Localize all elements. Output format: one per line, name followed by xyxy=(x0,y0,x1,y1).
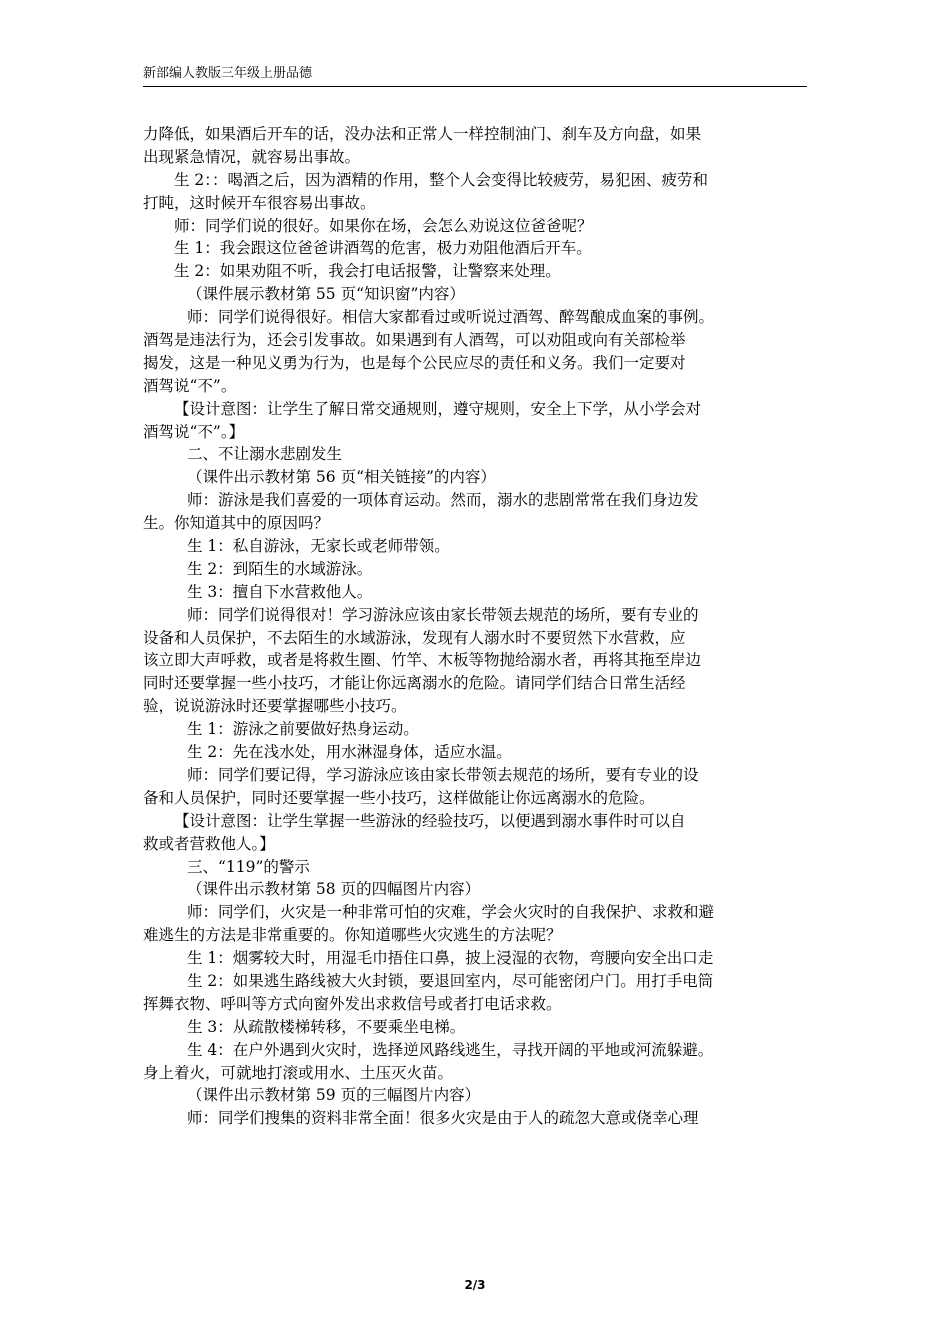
text-line: 酒驾说“不”。】 xyxy=(143,422,245,441)
text-line: 【设计意图：让学生掌握一些游泳的经验技巧，以便遇到溺水事件时可以自 xyxy=(174,811,686,830)
text-line: 力降低，如果酒后开车的话，没办法和正常人一样控制油门、刹车及方向盘，如果 xyxy=(143,125,702,143)
text-line: 师：游泳是我们喜爱的一项体育运动。然而，溺水的悲剧常常在我们身边发 xyxy=(187,491,699,510)
text-line: 生 1：我会跟这位爸爸讲酒驾的危害，极力劝阻他酒后开车。 xyxy=(174,239,592,258)
text-line: 验，说说游泳时还要掌握哪些小技巧。 xyxy=(143,697,407,716)
text-line: 师：同学们说得很对！学习游泳应该由家长带领去规范的场所，要有专业的 xyxy=(187,605,699,624)
text-line: 生 3：擅自下水营救他人。 xyxy=(187,582,373,601)
text-line: 酒驾是违法行为，还会引发事故。如果遇到有人酒驾，可以劝阻或向有关部检举 xyxy=(143,331,686,350)
text-line: 生 4：在户外遇到火灾时，选择逆风路线逃生，寻找开阔的平地或河流躲避。 xyxy=(187,1040,714,1059)
text-line: 挥舞衣物、呼叫等方式向窗外发出求救信号或者打电话求救。 xyxy=(143,994,562,1013)
text-line: 师：同学们说得很好。相信大家都看过或听说过酒驾、醉驾酿成血案的事例。 xyxy=(187,308,715,327)
text-line: 三、“119”的警示 xyxy=(187,857,310,876)
text-line: 救或者营救他人。】 xyxy=(143,834,275,853)
text-line: 生 2：如果逃生路线被大火封锁，要退回室内，尽可能密闭户门。用打手电筒 xyxy=(187,971,714,990)
text-line: 同时还要掌握一些小技巧，才能让你远离溺水的危险。请同学们结合日常生活经 xyxy=(143,674,686,693)
text-line: 生。你知道其中的原因吗？ xyxy=(143,514,330,533)
text-line: 【设计意图：让学生了解日常交通规则，遵守规则，安全上下学，从小学会对 xyxy=(174,399,702,418)
text-line: 生 2：：喝酒之后，因为酒精的作用，整个人会变得比较疲劳，易犯困、疲劳和 xyxy=(174,170,709,189)
text-line: 生 3：从疏散楼梯转移，不要乘坐电梯。 xyxy=(187,1017,466,1036)
text-line: 酒驾说“不”。 xyxy=(143,376,237,395)
text-line: 出现紧急情况，就容易出事故。 xyxy=(143,147,361,166)
text-line: （课件展示教材第 55 页“知识窗”内容） xyxy=(187,285,465,304)
text-line: 设备和人员保护，不去陌生的水域游泳，发现有人溺水时不要贸然下水营救，应 xyxy=(143,628,686,647)
text-line: 生 1：私自游泳，无家长或老师带领。 xyxy=(187,537,450,556)
text-line: 揭发，这是一种见义勇为行为，也是每个公民应尽的责任和义务。我们一定要对 xyxy=(143,353,686,372)
text-line: 师：同学们搜集的资料非常全面！很多火灾是由于人的疏忽大意或侥幸心理 xyxy=(187,1109,699,1128)
text-line: （课件出示教材第 59 页的三幅图片内容） xyxy=(187,1086,481,1105)
text-line: （课件出示教材第 56 页“相关链接”的内容） xyxy=(187,468,496,487)
text-line: 该立即大声呼救，或者是将救生圈、竹竿、木板等物抛给溺水者，再将其拖至岸边 xyxy=(143,651,702,670)
text-line: 生 2：到陌生的水域游泳。 xyxy=(187,559,373,578)
text-line: 师：同学们要记得，学习游泳应该由家长带领去规范的场所，要有专业的设 xyxy=(187,765,699,784)
text-line: 生 1：烟雾较大时，用湿毛巾捂住口鼻，披上浸湿的衣物，弯腰向安全出口走 xyxy=(187,949,714,968)
text-line: 难逃生的方法是非常重要的。你知道哪些火灾逃生的方法呢？ xyxy=(143,926,562,945)
text-line: 生 2：如果劝阻不听，我会打电话报警，让警察来处理。 xyxy=(174,262,561,281)
text-line: 打盹，这时候开车很容易出事故。 xyxy=(143,193,376,212)
text-line: 生 1：游泳之前要做好热身运动。 xyxy=(187,720,419,739)
text-line: 师：同学们说的很好。如果你在场，会怎么劝说这位爸爸呢？ xyxy=(174,216,593,235)
text-line: 生 2：先在浅水处，用水淋湿身体，适应水温。 xyxy=(187,743,512,762)
page-header: 新部编人教版三年级上册品德 xyxy=(143,64,807,87)
page-number: 2/3 xyxy=(464,1278,486,1292)
text-line: 师：同学们，火灾是一种非常可怕的灾难，学会火灾时的自我保护、求救和避 xyxy=(187,903,715,922)
text-line: 二、不让溺水悲剧发生 xyxy=(187,445,343,464)
text-line: 备和人员保护，同时还要掌握一些小技巧，这样做能让你远离溺水的危险。 xyxy=(143,788,655,807)
text-line: （课件出示教材第 58 页的四幅图片内容） xyxy=(187,880,481,899)
document-body xyxy=(143,123,811,1130)
text-line: 身上着火，可就地打滚或用水、土压灭火苗。 xyxy=(143,1063,454,1082)
